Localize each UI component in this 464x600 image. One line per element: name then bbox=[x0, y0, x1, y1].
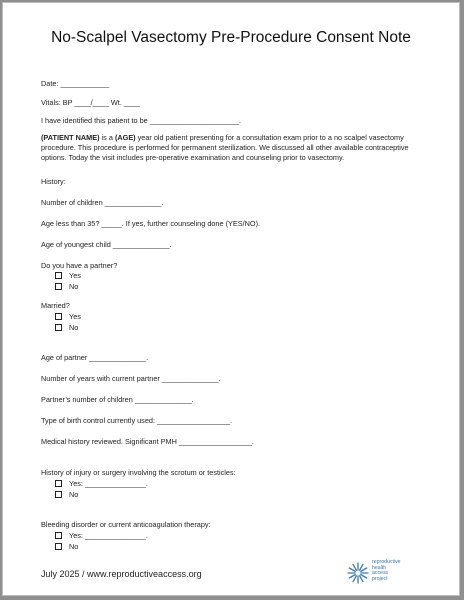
bleeding-no-option[interactable] bbox=[55, 542, 78, 551]
birth-control-line: Type of birth control currently used: __________________. bbox=[41, 416, 233, 425]
youngest-child-line: Age of youngest child ______________. bbox=[41, 240, 172, 249]
date-line: Date: ____________ bbox=[41, 79, 110, 88]
partner-yes-option[interactable] bbox=[55, 271, 81, 280]
partner-no-option[interactable] bbox=[55, 282, 78, 291]
injury-no-option[interactable] bbox=[55, 490, 78, 499]
logo-line: reproductive bbox=[372, 559, 401, 565]
option-label: Yes bbox=[69, 312, 81, 321]
patient-name-placeholder: (PATIENT NAME) bbox=[41, 133, 100, 142]
checkbox[interactable] bbox=[55, 532, 62, 539]
checkbox[interactable] bbox=[55, 283, 62, 290]
document-page bbox=[2, 2, 460, 596]
logo-wordmark bbox=[372, 560, 401, 582]
checkbox[interactable] bbox=[55, 324, 62, 331]
page-title: No-Scalpel Vasectomy Pre-Procedure Consent Note bbox=[51, 29, 411, 46]
option-label: No bbox=[69, 542, 79, 551]
patient-identified-line: I have identified this patient to be ______________________. bbox=[41, 116, 242, 125]
option-label: Yes: _______________. bbox=[69, 531, 148, 540]
option-label: No bbox=[69, 282, 79, 291]
partner-children-line: Partner’s number of children ______________. bbox=[41, 395, 194, 404]
medical-history-line: Medical history reviewed. Significant PMH __________________. bbox=[41, 437, 254, 446]
married-question: Married? bbox=[41, 301, 70, 310]
footer-text: July 2025 / www.reproductiveaccess.org bbox=[41, 569, 202, 579]
vitals-line: Vitals: BP ____/____ Wt. ____ bbox=[41, 98, 141, 107]
married-yes-option[interactable] bbox=[55, 312, 81, 321]
bleeding-yes-option[interactable] bbox=[55, 531, 148, 540]
age-of-partner-line: Age of partner ______________. bbox=[41, 353, 149, 362]
history-heading: History: bbox=[41, 177, 66, 186]
paragraph-text: year old patient presenting for a consultation exam prior to a no scalpel vasectomy procedure. This procedure is performed for permanent sterilization. We discussed all other available contraceptive options. Today the visit includes pre-operative examination and counseling prior to vasectomy. bbox=[41, 133, 409, 163]
checkbox[interactable] bbox=[55, 491, 62, 498]
age-placeholder: (AGE) bbox=[114, 133, 136, 142]
logo-line: project bbox=[372, 575, 388, 582]
married-no-option[interactable] bbox=[55, 323, 78, 332]
rhap-logo bbox=[347, 560, 437, 586]
number-of-children-line: Number of children ______________. bbox=[41, 198, 164, 207]
logo-line: health bbox=[372, 564, 387, 571]
logo-line: access bbox=[372, 570, 389, 577]
option-label: Yes: _______________. bbox=[69, 479, 148, 488]
consult-paragraph bbox=[41, 133, 433, 164]
injury-yes-option[interactable] bbox=[55, 479, 148, 488]
age-under-35-line: Age less than 35? _____. If yes, further counseling done (YES/NO). bbox=[41, 219, 261, 228]
injury-question: History of injury or surgery involving the scrotum or testicles: bbox=[41, 468, 236, 477]
years-with-partner-line: Number of years with current partner ______________. bbox=[41, 374, 221, 383]
checkbox[interactable] bbox=[55, 313, 62, 320]
paragraph-text: is a bbox=[99, 133, 115, 142]
partner-question: Do you have a partner? bbox=[41, 261, 118, 270]
option-label: No bbox=[69, 490, 79, 499]
option-label: Yes bbox=[69, 271, 81, 280]
checkbox[interactable] bbox=[55, 272, 62, 279]
checkbox[interactable] bbox=[55, 543, 62, 550]
bleeding-question: Bleeding disorder or current anticoagulation therapy: bbox=[41, 520, 211, 529]
checkbox[interactable] bbox=[55, 480, 62, 487]
option-label: No bbox=[69, 323, 79, 332]
sunburst-logo-icon bbox=[347, 562, 369, 584]
